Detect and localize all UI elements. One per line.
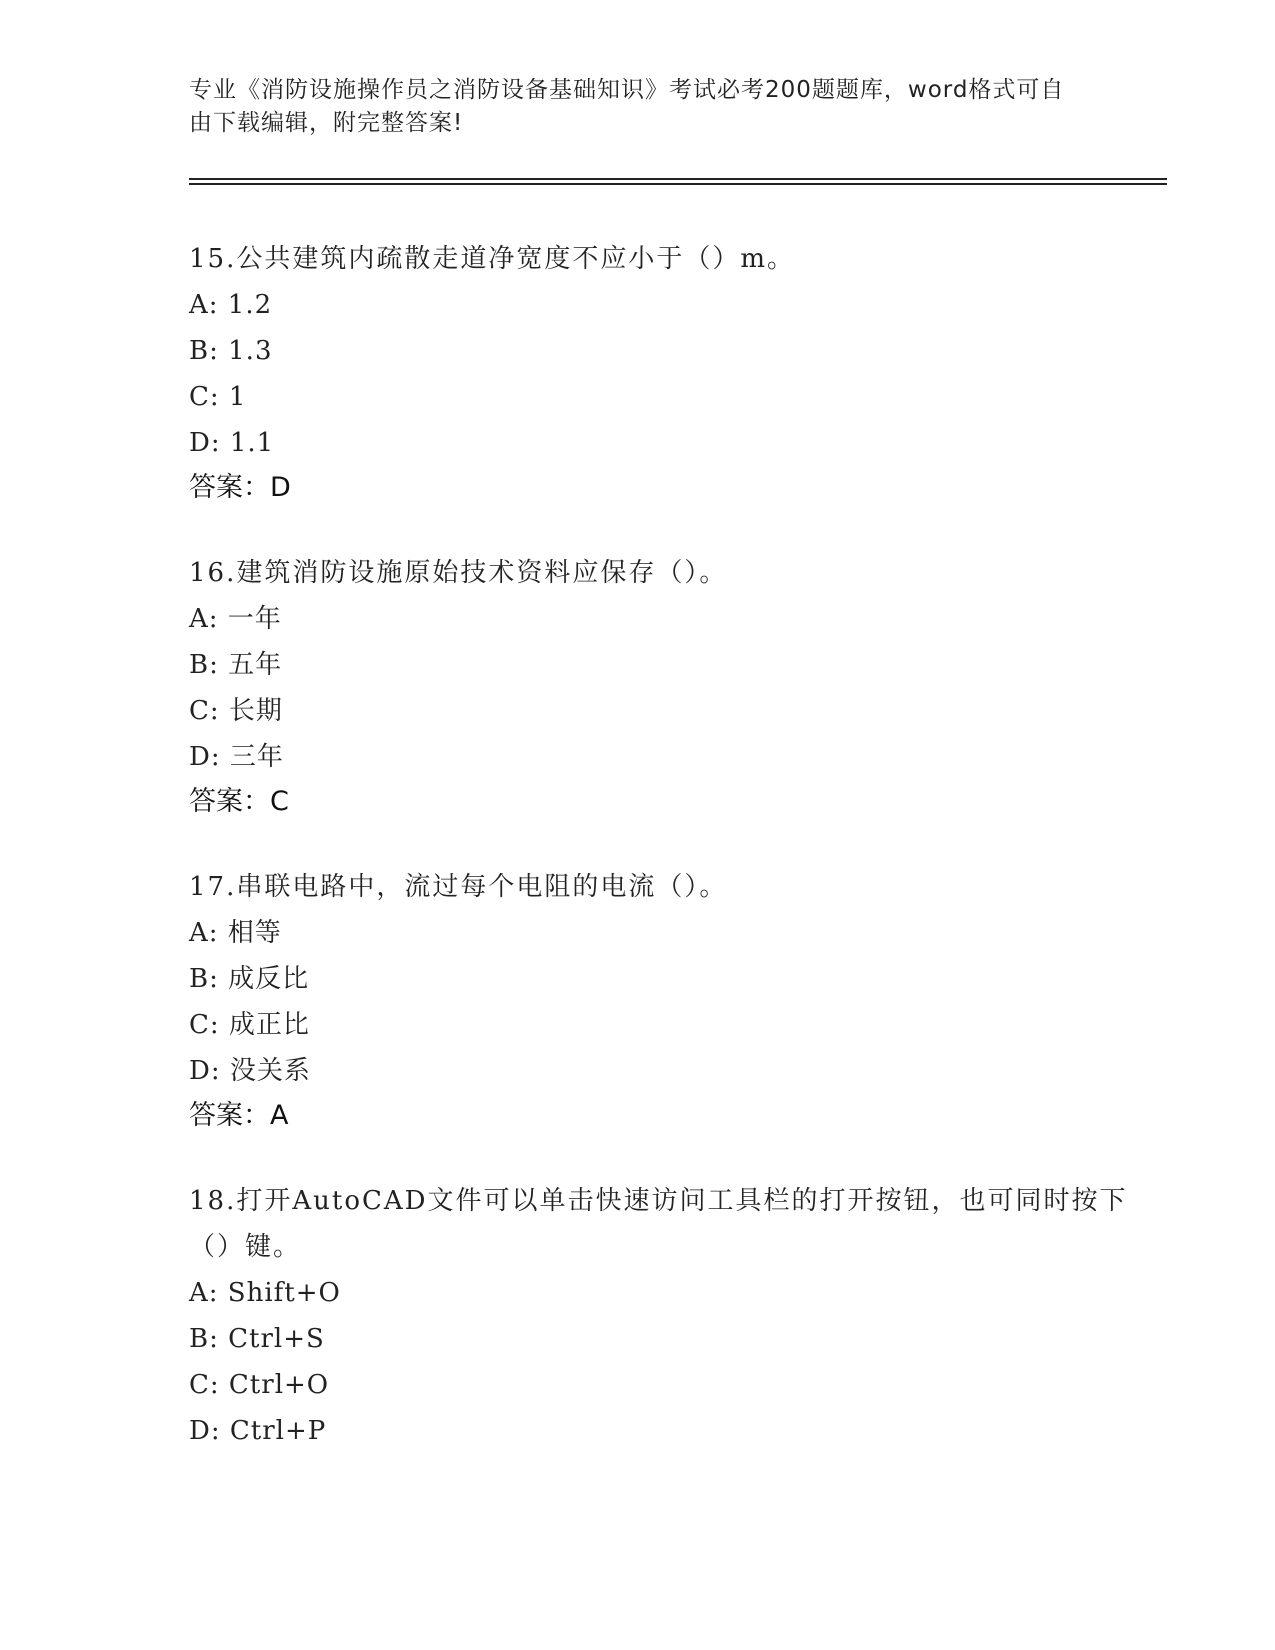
- answer-line: 答案：C: [189, 786, 289, 817]
- option-c: C: 长期: [189, 696, 283, 726]
- option-d: D: 1.1: [189, 428, 275, 458]
- answer-line: 答案：D: [189, 472, 291, 503]
- option-a: A: 相等: [189, 918, 282, 948]
- option-b: B: 成反比: [189, 964, 310, 994]
- question-stem: 15.公共建筑内疏散走道净宽度不应小于（）m。: [189, 244, 796, 274]
- question-stem: 16.建筑消防设施原始技术资料应保存（）。: [189, 558, 728, 588]
- option-b: B: Ctrl+S: [189, 1324, 325, 1354]
- question-17: [189, 864, 1139, 1138]
- option-d: D: 三年: [189, 742, 284, 772]
- option-c: C: 成正比: [189, 1010, 310, 1040]
- option-a: A: Shift+O: [189, 1278, 341, 1308]
- question-15: [189, 236, 1139, 510]
- question-stem: 18.打开AutoCAD文件可以单击快速访问工具栏的打开按钮，也可同时按下（）键。: [189, 1186, 1128, 1262]
- option-b: B: 1.3: [189, 336, 273, 366]
- question-list: [189, 236, 1139, 1494]
- option-a: A: 1.2: [189, 290, 273, 320]
- option-d: D: 没关系: [189, 1056, 311, 1086]
- header-divider: [189, 178, 1167, 185]
- question-16: [189, 550, 1139, 824]
- answer-line: 答案：A: [189, 1100, 289, 1131]
- question-stem: 17.串联电路中，流过每个电阻的电流（）。: [189, 872, 728, 902]
- document-header: 专业《消防设施操作员之消防设备基础知识》考试必考200题题库，word格式可自由下载编辑，附完整答案!: [189, 77, 1065, 136]
- option-c: C: 1: [189, 382, 247, 412]
- option-a: A: 一年: [189, 604, 282, 634]
- option-b: B: 五年: [189, 650, 283, 680]
- option-c: C: Ctrl+O: [189, 1370, 330, 1400]
- option-d: D: Ctrl+P: [189, 1416, 327, 1446]
- question-18: [189, 1178, 1139, 1454]
